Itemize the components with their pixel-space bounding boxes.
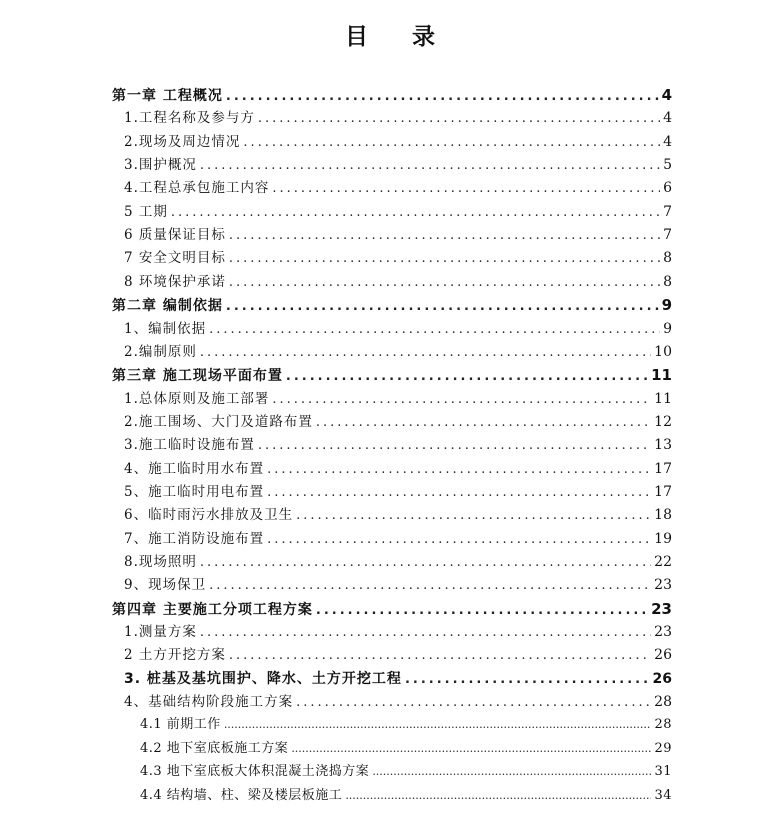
toc-page-number: 23 <box>654 624 672 641</box>
toc-entry-label: 7 安全文明目标 <box>124 250 226 267</box>
toc-page-number: 22 <box>654 554 672 570</box>
toc-section-entry[interactable] <box>124 644 672 666</box>
toc-entry-label: 2.现场及周边情况 <box>124 133 241 150</box>
toc-entry-label: 6、临时雨污水排放及卫生 <box>124 507 294 524</box>
toc-section-entry[interactable] <box>124 434 672 456</box>
toc-entry-label: 4.1 前期工作 <box>140 717 221 733</box>
toc-entry-label: 3.围护概况 <box>124 157 197 174</box>
toc-leader-dots <box>267 529 651 551</box>
toc-page-number: 13 <box>654 437 672 454</box>
toc-section-entry[interactable] <box>124 668 672 690</box>
toc-entry-label: 2.施工围场、大门及道路布置 <box>124 413 313 430</box>
toc-entry-label: 4、基础结构阶段施工方案 <box>124 694 294 711</box>
toc-page-number: 10 <box>654 343 672 360</box>
toc-entry-label: 9、现场保卫 <box>124 577 207 594</box>
toc-page-number: 26 <box>654 647 672 664</box>
toc-page-number: 7 <box>663 227 672 244</box>
toc-section-entry[interactable] <box>124 551 672 573</box>
toc-leader-dots <box>200 552 651 574</box>
toc-leader-dots <box>316 412 651 434</box>
toc-entry-label: 2.编制原则 <box>124 343 197 360</box>
toc-chapter-entry[interactable] <box>112 364 672 386</box>
toc-leader-dots <box>224 714 652 736</box>
toc-entry-label: 7、施工消防设施布置 <box>124 530 265 547</box>
toc-section-entry[interactable] <box>124 388 672 410</box>
toc-leader-dots <box>226 86 659 108</box>
toc-leader-dots <box>200 342 651 364</box>
toc-section-entry[interactable] <box>124 574 672 596</box>
toc-page-number: 9 <box>661 296 672 315</box>
toc-leader-dots <box>405 669 650 691</box>
toc-page-number: 23 <box>654 577 672 594</box>
toc-page-number: 17 <box>654 460 672 477</box>
toc-leader-dots <box>272 389 651 411</box>
toc-entry-label: 3.施工临时设施布置 <box>124 437 255 454</box>
toc-page-number: 28 <box>654 717 672 733</box>
toc-chapter-entry[interactable] <box>112 84 672 106</box>
toc-section-entry[interactable] <box>140 738 672 760</box>
toc-leader-dots <box>209 575 651 597</box>
toc-page-number: 6 <box>663 180 672 197</box>
toc-entry-label: 2 土方开挖方案 <box>124 647 226 664</box>
toc-page-number: 12 <box>654 413 672 430</box>
toc-page-number: 26 <box>652 670 672 687</box>
toc-section-entry[interactable] <box>124 107 672 129</box>
toc-entry-label: 4、施工临时用水布置 <box>124 460 265 477</box>
toc-section-entry[interactable] <box>140 714 672 736</box>
toc-page-number: 17 <box>654 483 672 500</box>
toc-leader-dots <box>296 505 651 527</box>
toc-section-entry[interactable] <box>124 224 672 246</box>
toc-section-entry[interactable] <box>124 271 672 293</box>
toc-leader-dots <box>267 482 651 504</box>
toc-section-entry[interactable] <box>124 458 672 480</box>
toc-entry-label: 3. 桩基及基坑围护、降水、土方开挖工程 <box>124 670 402 687</box>
toc-entry-label: 第四章 主要施工分项工程方案 <box>112 601 313 618</box>
toc-entry-label: 8.现场照明 <box>124 554 197 570</box>
toc-page-number: 29 <box>654 740 672 756</box>
toc-entry-label: 6 质量保证目标 <box>124 227 226 244</box>
toc-page-number: 8 <box>663 250 672 267</box>
toc-section-entry[interactable] <box>124 154 672 176</box>
toc-entry-label: 1.工程名称及参与方 <box>124 110 255 127</box>
toc-section-entry[interactable] <box>124 481 672 503</box>
toc-page-number: 19 <box>654 530 672 547</box>
toc-section-entry[interactable] <box>124 341 672 363</box>
toc-page-number: 4 <box>663 133 672 150</box>
toc-leader-dots <box>316 600 648 622</box>
toc-entry-label: 4.3 地下室底板大体积混凝土浇捣方案 <box>140 764 370 780</box>
toc-leader-dots <box>258 435 651 457</box>
toc-leader-dots <box>229 272 660 294</box>
toc-page-number: 28 <box>654 694 672 711</box>
toc-section-entry[interactable] <box>140 761 672 783</box>
toc-page-number: 31 <box>654 764 672 780</box>
toc-page-number: 4 <box>663 110 672 127</box>
toc-section-entry[interactable] <box>124 177 672 199</box>
toc-entry-label: 4.2 地下室底板施工方案 <box>140 740 289 756</box>
toc-entry-label: 第一章 工程概况 <box>112 88 223 104</box>
toc-leader-dots <box>372 761 651 783</box>
page-title: 目 录 <box>344 24 453 50</box>
toc-section-entry[interactable] <box>124 201 672 223</box>
toc-section-entry[interactable] <box>124 504 672 526</box>
toc-section-entry[interactable] <box>124 318 672 340</box>
toc-section-entry[interactable] <box>124 411 672 433</box>
toc-leader-dots <box>286 366 648 388</box>
toc-chapter-entry[interactable] <box>112 294 672 316</box>
toc-entry-label: 5、施工临时用电布置 <box>124 483 265 500</box>
toc-page-number: 8 <box>663 273 672 290</box>
toc-entry-label: 1.总体原则及施工部署 <box>124 390 270 407</box>
toc-page-number: 11 <box>651 366 672 385</box>
toc-leader-dots <box>209 319 660 341</box>
toc-entry-label: 第二章 编制依据 <box>112 298 223 315</box>
toc-page-number: 18 <box>654 507 672 524</box>
toc-entry-label: 8 环境保护承诺 <box>124 273 226 290</box>
toc-section-entry[interactable] <box>124 247 672 269</box>
toc-leader-dots <box>229 645 651 667</box>
toc-page-number: 7 <box>663 203 672 220</box>
toc-chapter-entry[interactable] <box>112 598 672 620</box>
toc-leader-dots <box>229 225 660 247</box>
toc-page-number: 5 <box>663 157 672 174</box>
toc-leader-dots <box>345 785 651 807</box>
toc-entry-label: 1.测量方案 <box>124 624 197 641</box>
toc-section-entry[interactable] <box>124 621 672 643</box>
toc-entry-label: 5 工期 <box>124 203 168 220</box>
toc-entry-label: 4.工程总承包施工内容 <box>124 180 270 197</box>
toc-section-entry[interactable] <box>124 691 672 713</box>
toc-page-number: 23 <box>651 599 672 618</box>
toc-section-entry[interactable] <box>124 528 672 550</box>
toc-leader-dots <box>200 155 660 177</box>
toc-page-number: 4 <box>661 86 672 104</box>
toc-page-number: 34 <box>654 787 672 803</box>
toc-leader-dots <box>296 692 651 714</box>
toc-leader-dots <box>171 202 660 224</box>
toc-leader-dots <box>291 738 651 760</box>
toc-leader-dots <box>229 248 660 270</box>
toc-section-entry[interactable] <box>140 785 672 807</box>
toc-leader-dots <box>243 132 660 154</box>
toc-leader-dots <box>267 459 651 481</box>
toc-leader-dots <box>200 622 651 644</box>
toc-leader-dots <box>226 296 659 318</box>
toc-entry-label: 4.4 结构墙、柱、梁及楼层板施工 <box>140 787 343 803</box>
toc-entry-label: 第三章 施工现场平面布置 <box>112 368 283 385</box>
toc-section-entry[interactable] <box>124 131 672 153</box>
toc-entry-label: 1、编制依据 <box>124 320 207 337</box>
toc-leader-dots <box>272 178 660 200</box>
toc-page-number: 9 <box>663 320 672 337</box>
toc-page-number: 11 <box>654 390 672 407</box>
toc-leader-dots <box>258 108 660 130</box>
